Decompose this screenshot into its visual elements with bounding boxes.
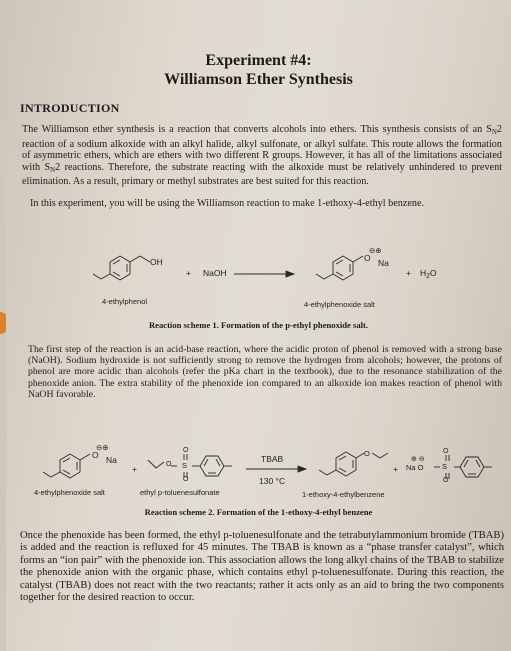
tosylate-anion-structure — [430, 440, 500, 490]
reaction-arrow-2 — [246, 465, 308, 473]
scheme-2-caption: Reaction scheme 2. Formation of the 1-ethoxy-4-ethyl benzene — [144, 507, 373, 517]
plus-sign-4: + — [393, 464, 398, 474]
sodium-tosylate-counterion: Na O — [406, 463, 424, 472]
sodium-atom-2: Na — [106, 455, 117, 465]
tosylate-oxygen-top: O — [443, 448, 449, 455]
ester-oxygen: O — [166, 461, 172, 468]
label-phenoxide-salt: 4-ethylphenoxide salt — [304, 300, 375, 309]
plus-sign-3: + — [132, 464, 137, 474]
document-page — [6, 0, 511, 651]
ethylphenol-structure — [96, 250, 176, 290]
charge-symbols-2: ⊖⊕ — [96, 443, 109, 452]
intro-sub-n2: N — [50, 165, 56, 174]
plus-sign-2: + — [406, 268, 411, 278]
tosylate-sulfur: S — [442, 462, 448, 471]
title-line-2: Williamson Ether Synthesis — [164, 71, 353, 88]
ethoxy-ethylbenzene-structure — [322, 446, 402, 486]
tbab-catalyst: TBAB — [261, 454, 284, 464]
ether-oxygen: O — [364, 449, 370, 458]
oxygen-atom-1: O — [364, 253, 371, 263]
oxygen-atom-2: O — [92, 450, 99, 460]
middle-paragraph: The first step of the reaction is an acid-base reaction, where the acidic proton of phenol is removed with a strong base (NaOH). Sodium hydroxide is not sufficiently strong to remove the hydrogen from alcohols; however, the protons of phenol are more acidic than alcohols (refer the pKa chart in the textbook), due to the resonance stabilization of the phenoxide anion. The extra stability of the phenoxide ion compared to an alkoxide ion makes reaction of phenol with NaOH favorable. — [28, 344, 502, 400]
sulfonyl-oxygen-bottom: O — [183, 476, 189, 483]
scheme-1-caption: Reaction scheme 1. Formation of the p-ethyl phenoxide salt. — [148, 320, 369, 330]
title-line-1: Experiment #4: — [205, 52, 312, 69]
intro-paragraph — [22, 124, 502, 188]
sodium-atom-1: Na — [378, 258, 389, 268]
intro-text-b: 2 reaction of a sodium alkoxide with an alkyl halide, alkyl sulfonate, or alkyl sulfate. This route allows the formation of asymmetric ethers, which are ethers with two different R groups. However, it has all of the limitations associated with S — [22, 124, 502, 173]
oh-group: OH — [150, 257, 163, 267]
naoh-reagent: NaOH — [203, 268, 227, 278]
label-ethoxy-ethylbenzene: 1-ethoxy-4-ethylbenzene — [302, 490, 385, 499]
ethyl-tosylate-structure — [144, 440, 254, 490]
phenoxide-structure-2 — [46, 448, 116, 488]
sulfonyl-oxygen-top: O — [183, 447, 189, 454]
plus-sign-1: + — [186, 268, 191, 278]
final-paragraph: Once the phenoxide has been formed, the ethyl p-toluenesulfonate and the tetrabutylammonium bromide (TBAB) is added and the reaction is refluxed for 45 minutes. The TBAB is known as a “phase transfer catalyst”, which forms an “ion pair” with the phenoxide ion. This association allows the long alkyl chains of the TBAB to stabilize the phenoxide anion with the organic phase, which contains ethyl p-toluenesulfonate. During this reaction, the catalyst (TBAB) does not react with the two reactants; rather it acts only as an aid to bring the two components together for the desired reaction to occur. — [20, 530, 504, 604]
label-4-ethylphenol: 4-ethylphenol — [102, 297, 148, 306]
phenoxide-structure — [319, 250, 399, 290]
reaction-arrow-1 — [234, 270, 296, 278]
charge-symbols-3: ⊕ ⊖ — [411, 456, 425, 463]
charge-symbols-1: ⊖⊕ — [369, 246, 382, 255]
reaction-temperature: 130 °C — [259, 476, 286, 486]
label-ethyl-tosylate: ethyl p-toluenesulfonate — [140, 488, 220, 497]
intro-text-a: The Williamson ether synthesis is a reaction that converts alcohols into ethers. This synthesis consists of an S — [22, 124, 492, 135]
intro-text-c: 2 reactions. Therefore, the substrate reacting with the alkoxide must be relatively unhindered to prevent elimination. As a result, primary or methyl substrates are best suited for this reaction. — [22, 161, 502, 188]
label-phenoxide-salt-2: 4-ethylphenoxide salt — [34, 488, 105, 497]
section-heading: INTRODUCTION — [20, 101, 120, 115]
tosylate-oxygen-bottom: O — [443, 477, 449, 484]
intro-paragraph-2: In this experiment, you will be using the Williamson reaction to make 1-ethoxy-4-ethyl benzene. — [30, 198, 425, 209]
water-product: $H_2O$ — [420, 268, 437, 280]
intro-sub-n: N — [491, 128, 497, 136]
sulfur-atom: S — [182, 461, 188, 470]
